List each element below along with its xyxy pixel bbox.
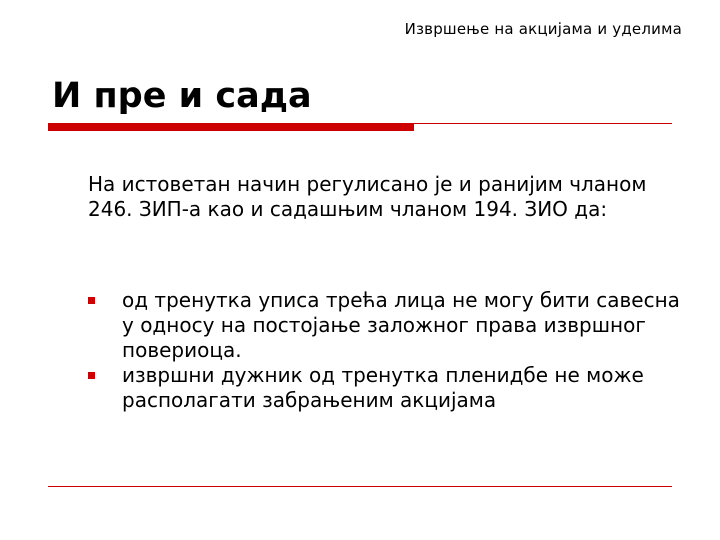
slide-header: Извршење на акцијама и уделима — [404, 20, 682, 38]
footer-rule — [48, 486, 672, 487]
slide-title: И пре и сада — [52, 76, 312, 116]
square-bullet-icon — [88, 372, 95, 379]
bullet-item — [86, 363, 686, 413]
bullet-list — [86, 288, 686, 413]
square-bullet-icon — [88, 297, 95, 304]
bullet-text: извршни дужник од тренутка пленидбе не може располагати забрањеним акцијама — [122, 363, 644, 412]
title-accent-bar — [48, 124, 414, 131]
intro-paragraph: На истоветан начин регулисано је и ранијим чланом 246. ЗИП-а као и садашњим чланом 194. ЗИО да: — [88, 172, 647, 221]
bullet-item — [86, 288, 686, 363]
bullet-text: од тренутка уписа трећа лица не могу бити савесна у односу на постојање заложног права извршног повериоца. — [122, 288, 680, 362]
